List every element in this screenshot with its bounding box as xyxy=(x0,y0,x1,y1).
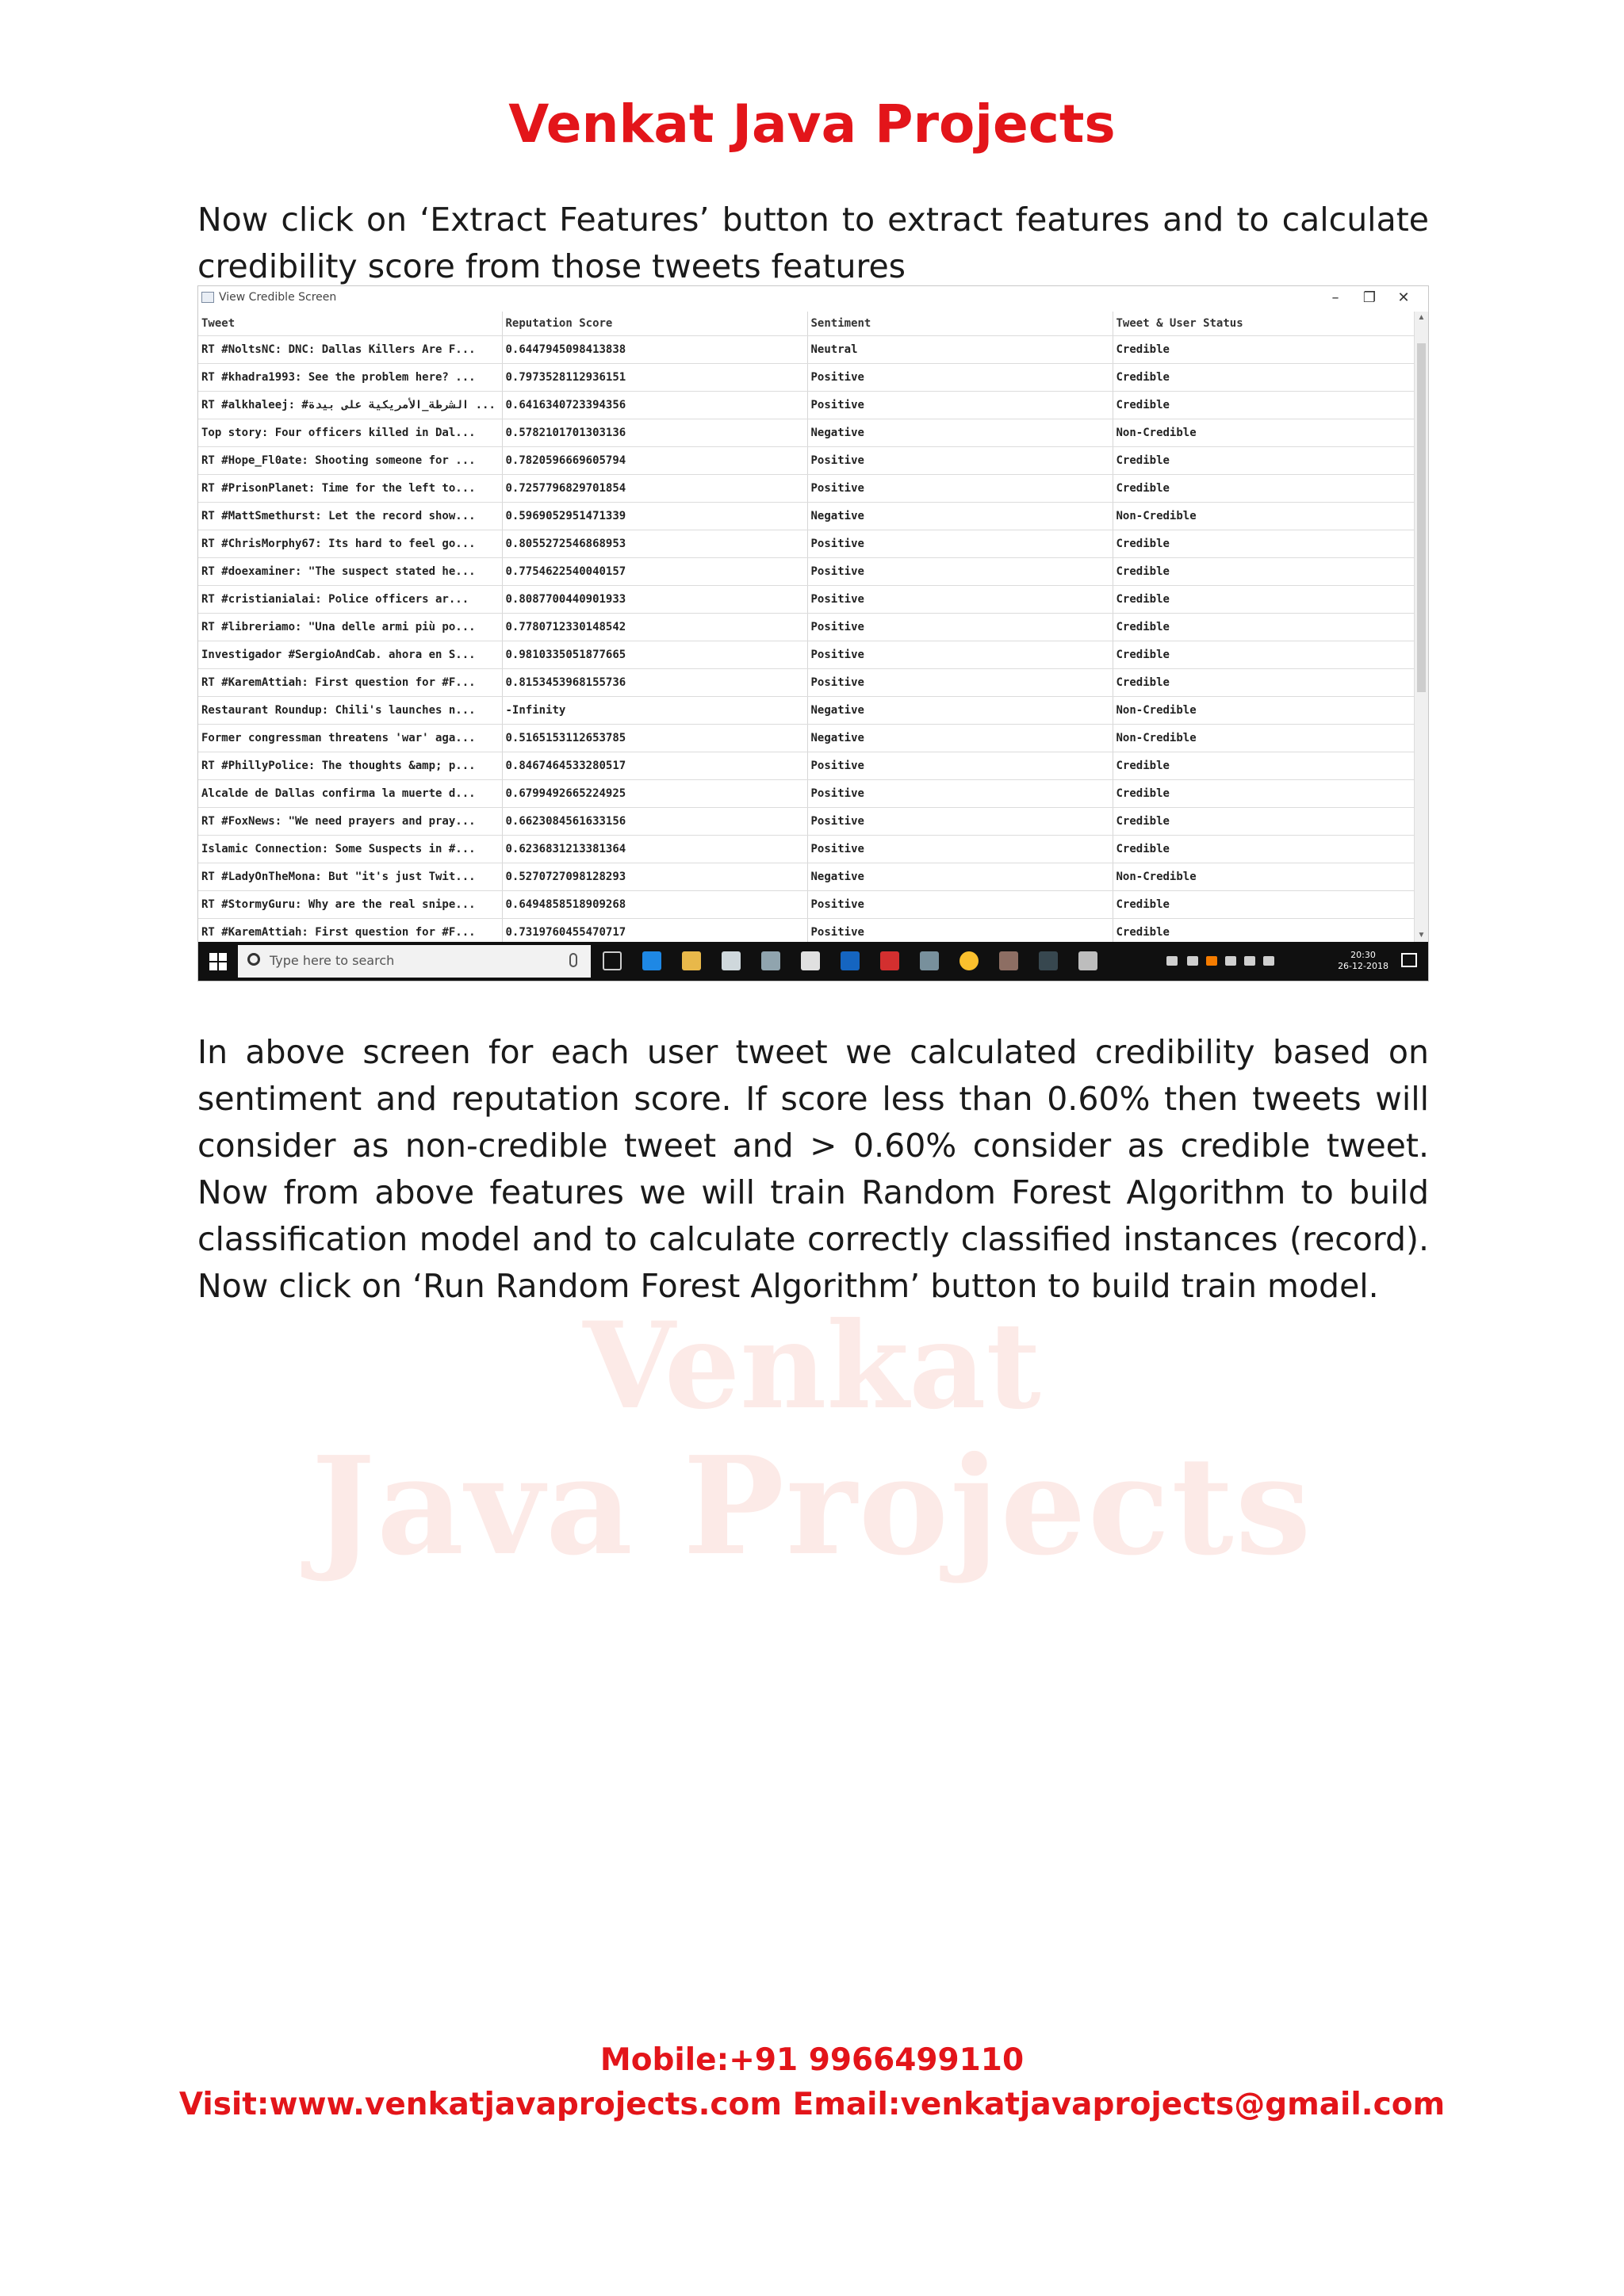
table-row[interactable] xyxy=(198,752,1414,780)
app-icon-12[interactable] xyxy=(1078,951,1097,970)
cell-tweet: Top story: Four officers killed in Dal... xyxy=(198,419,502,447)
explanation-paragraph: In above screen for each user tweet we calculated credibility based on sentiment and reputation score. If score less than 0.60% then tweets will consider as non-credible tweet and > 0.60% consider as credible tweet. Now from above features we will train Random Forest Algorithm to build classification model and to calculate correctly classified instances (record). Now click on ‘Run Random Forest Algorithm’ button to build train model. xyxy=(197,1033,1429,1305)
cell-reputation-score: 0.6494858518909268 xyxy=(502,891,807,919)
cell-tweet: RT #MattSmethurst: Let the record show... xyxy=(198,503,502,530)
cell-tweet: RT #cristianialai: Police officers ar... xyxy=(198,586,502,614)
credibility-table xyxy=(198,312,1414,942)
cell-status: Non-Credible xyxy=(1113,725,1414,752)
cell-reputation-score: 0.5969052951471339 xyxy=(502,503,807,530)
cell-tweet: RT #FoxNews: "We need prayers and pray... xyxy=(198,808,502,836)
cell-sentiment: Positive xyxy=(807,641,1113,669)
notification-icon[interactable] xyxy=(1401,953,1417,967)
table-row[interactable] xyxy=(198,725,1414,752)
cell-tweet: RT #alkhaleej: #الشرطة_الأمريكية على بيدة ... xyxy=(198,392,502,419)
cell-status: Credible xyxy=(1113,780,1414,808)
table-row[interactable] xyxy=(198,447,1414,475)
watermark-java-projects: Java Projects xyxy=(311,1427,1313,1586)
table-row[interactable] xyxy=(198,419,1414,447)
cell-reputation-score: 0.7973528112936151 xyxy=(502,364,807,392)
chrome-icon[interactable] xyxy=(959,951,979,970)
cell-status: Credible xyxy=(1113,336,1414,364)
page-title: Venkat Java Projects xyxy=(508,94,1116,155)
cell-tweet: Islamic Connection: Some Suspects in #... xyxy=(198,836,502,863)
cell-status: Non-Credible xyxy=(1113,863,1414,891)
table-row[interactable] xyxy=(198,836,1414,863)
column-header-reputation-score[interactable]: Reputation Score xyxy=(502,312,807,336)
people-icon[interactable] xyxy=(1166,956,1178,966)
cell-reputation-score: 0.8055272546868953 xyxy=(502,530,807,558)
cell-reputation-score: 0.7319760455470717 xyxy=(502,919,807,943)
cell-reputation-score: 0.7820596669605794 xyxy=(502,447,807,475)
cell-sentiment: Positive xyxy=(807,364,1113,392)
cell-status: Non-Credible xyxy=(1113,419,1414,447)
cell-reputation-score: 0.9810335051877665 xyxy=(502,641,807,669)
table-row[interactable] xyxy=(198,780,1414,808)
word-icon[interactable] xyxy=(841,951,860,970)
window-titlebar xyxy=(198,286,1428,312)
cell-sentiment: Positive xyxy=(807,447,1113,475)
cell-sentiment: Positive xyxy=(807,919,1113,943)
file-explorer-icon[interactable] xyxy=(682,951,701,970)
taskbar-search-box[interactable] xyxy=(238,945,591,978)
cell-tweet: RT #NoltsNC: DNC: Dallas Killers Are F... xyxy=(198,336,502,364)
cell-status: Credible xyxy=(1113,586,1414,614)
cell-sentiment: Positive xyxy=(807,669,1113,697)
footer-mobile: Mobile:+91 9966499110 xyxy=(599,2042,1025,2078)
table-row[interactable] xyxy=(198,641,1414,669)
cell-status: Credible xyxy=(1113,364,1414,392)
cell-tweet: RT #khadra1993: See the problem here? ... xyxy=(198,364,502,392)
cell-status: Non-Credible xyxy=(1113,697,1414,725)
cell-tweet: RT #KaremAttiah: First question for #F... xyxy=(198,669,502,697)
cell-tweet: RT #PrisonPlanet: Time for the left to... xyxy=(198,475,502,503)
scrollbar-thumb[interactable] xyxy=(1417,343,1426,692)
mail-icon[interactable] xyxy=(761,951,780,970)
cell-reputation-score: 0.6623084561633156 xyxy=(502,808,807,836)
cell-reputation-score: 0.8087700440901933 xyxy=(502,586,807,614)
maximize-button[interactable]: ❐ xyxy=(1362,289,1377,306)
table-row[interactable] xyxy=(198,503,1414,530)
cell-status: Credible xyxy=(1113,447,1414,475)
cell-reputation-score: 0.6416340723394356 xyxy=(502,392,807,419)
scroll-up-icon[interactable]: ▲ xyxy=(1417,313,1426,322)
cell-status: Credible xyxy=(1113,558,1414,586)
table-row[interactable] xyxy=(198,919,1414,943)
store-icon[interactable] xyxy=(722,951,741,970)
window-title: View Credible Screen xyxy=(219,291,337,304)
table-row[interactable] xyxy=(198,891,1414,919)
cell-reputation-score: 0.8153453968155736 xyxy=(502,669,807,697)
cell-sentiment: Positive xyxy=(807,558,1113,586)
cell-sentiment: Neutral xyxy=(807,336,1113,364)
cell-sentiment: Positive xyxy=(807,392,1113,419)
table-row[interactable] xyxy=(198,392,1414,419)
cell-tweet: RT #LadyOnTheMona: But "it's just Twit... xyxy=(198,863,502,891)
terminal-icon[interactable] xyxy=(1039,951,1058,970)
intro-paragraph: Now click on ‘Extract Features’ button to extract features and to calculate credibility score from those tweets features xyxy=(197,201,1429,285)
table-row[interactable] xyxy=(198,530,1414,558)
cell-tweet: RT #Hope_Fl0ate: Shooting someone for ... xyxy=(198,447,502,475)
table-row[interactable] xyxy=(198,669,1414,697)
volume-icon[interactable] xyxy=(1244,956,1255,966)
cell-status: Non-Credible xyxy=(1113,503,1414,530)
cell-status: Credible xyxy=(1113,392,1414,419)
clock-time: 20:30 xyxy=(1350,950,1376,960)
column-header-status[interactable]: Tweet & User Status xyxy=(1113,312,1414,336)
table-row[interactable] xyxy=(198,863,1414,891)
cell-status: Credible xyxy=(1113,891,1414,919)
cell-status: Credible xyxy=(1113,641,1414,669)
cell-sentiment: Negative xyxy=(807,863,1113,891)
table-header-row xyxy=(198,312,1414,336)
cell-reputation-score: 0.7780712330148542 xyxy=(502,614,807,641)
cell-tweet: RT #doexaminer: "The suspect stated he... xyxy=(198,558,502,586)
cell-tweet: RT #PhillyPolice: The thoughts &amp; p... xyxy=(198,752,502,780)
app-window-icon xyxy=(201,292,214,303)
windows-taskbar xyxy=(198,942,1428,981)
cell-tweet: Restaurant Roundup: Chili's launches n... xyxy=(198,697,502,725)
cell-reputation-score: 0.6799492665224925 xyxy=(502,780,807,808)
cell-reputation-score: 0.5782101701303136 xyxy=(502,419,807,447)
table-row[interactable] xyxy=(198,364,1414,392)
cell-reputation-score: 0.6236831213381364 xyxy=(502,836,807,863)
cell-tweet: Alcalde de Dallas confirma la muerte d... xyxy=(198,780,502,808)
cell-status: Credible xyxy=(1113,669,1414,697)
battery-icon[interactable] xyxy=(1263,956,1274,966)
credibility-table-area xyxy=(198,312,1414,942)
cell-tweet: RT #StormyGuru: Why are the real snipe... xyxy=(198,891,502,919)
cell-sentiment: Positive xyxy=(807,752,1113,780)
cell-reputation-score: 0.5165153112653785 xyxy=(502,725,807,752)
watermark-venkat: Venkat xyxy=(583,1296,1041,1436)
cell-sentiment: Positive xyxy=(807,808,1113,836)
table-row[interactable] xyxy=(198,336,1414,364)
cell-sentiment: Positive xyxy=(807,530,1113,558)
table-row[interactable] xyxy=(198,614,1414,641)
table-row[interactable] xyxy=(198,558,1414,586)
task-view-icon[interactable] xyxy=(603,951,622,970)
system-tray xyxy=(1166,948,1388,974)
cell-status: Credible xyxy=(1113,475,1414,503)
cell-status: Credible xyxy=(1113,614,1414,641)
chevron-up-icon[interactable] xyxy=(1187,956,1198,966)
edge-browser-icon[interactable] xyxy=(642,951,661,970)
cell-sentiment: Positive xyxy=(807,891,1113,919)
app-icon-5[interactable] xyxy=(801,951,820,970)
table-row[interactable] xyxy=(198,586,1414,614)
cell-reputation-score: 0.8467464533280517 xyxy=(502,752,807,780)
cell-reputation-score: 0.7754622540040157 xyxy=(502,558,807,586)
cell-sentiment: Negative xyxy=(807,697,1113,725)
cell-tweet: RT #libreriamo: "Una delle armi più po... xyxy=(198,614,502,641)
cell-status: Credible xyxy=(1113,808,1414,836)
cell-status: Credible xyxy=(1113,752,1414,780)
cell-tweet: Investigador #SergioAndCab. ahora en S... xyxy=(198,641,502,669)
table-row[interactable] xyxy=(198,808,1414,836)
footer-visit-email[interactable]: Visit:www.venkatjavaprojects.com Email:venkatjavaprojects@gmail.com xyxy=(178,2087,1446,2122)
cell-sentiment: Negative xyxy=(807,503,1113,530)
cell-status: Credible xyxy=(1113,836,1414,863)
table-body xyxy=(198,336,1414,943)
table-row[interactable] xyxy=(198,475,1414,503)
cell-reputation-score: 0.6447945098413838 xyxy=(502,336,807,364)
acrobat-icon[interactable] xyxy=(880,951,899,970)
vertical-scrollbar[interactable] xyxy=(1414,312,1428,942)
cell-tweet: RT #ChrisMorphy67: Its hard to feel go... xyxy=(198,530,502,558)
cell-sentiment: Positive xyxy=(807,614,1113,641)
tray-app-icon[interactable] xyxy=(1206,956,1217,966)
cell-sentiment: Positive xyxy=(807,475,1113,503)
table-row[interactable] xyxy=(198,697,1414,725)
taskbar-clock[interactable] xyxy=(1338,950,1388,972)
cell-sentiment: Positive xyxy=(807,780,1113,808)
cell-sentiment: Positive xyxy=(807,586,1113,614)
cell-reputation-score: -Infinity xyxy=(502,697,807,725)
column-header-sentiment[interactable]: Sentiment xyxy=(807,312,1113,336)
search-icon xyxy=(247,953,260,966)
cell-tweet: RT #KaremAttiah: First question for #F... xyxy=(198,919,502,943)
clock-date: 26-12-2018 xyxy=(1338,961,1388,971)
network-icon[interactable] xyxy=(1225,956,1236,966)
cell-sentiment: Positive xyxy=(807,836,1113,863)
column-header-tweet[interactable]: Tweet xyxy=(198,312,502,336)
cell-reputation-score: 0.7257796829701854 xyxy=(502,475,807,503)
app-icon-8[interactable] xyxy=(920,951,939,970)
cell-status: Credible xyxy=(1113,530,1414,558)
embedded-screenshot xyxy=(197,285,1429,982)
cell-sentiment: Negative xyxy=(807,725,1113,752)
search-placeholder: Type here to search xyxy=(270,953,395,968)
windows-start-icon[interactable] xyxy=(209,953,227,970)
microphone-icon[interactable] xyxy=(569,953,577,967)
app-icon-10[interactable] xyxy=(999,951,1018,970)
minimize-button[interactable]: – xyxy=(1331,289,1339,306)
cell-tweet: Former congressman threatens 'war' aga... xyxy=(198,725,502,752)
scroll-down-icon[interactable]: ▼ xyxy=(1417,931,1426,939)
close-button[interactable]: ✕ xyxy=(1397,289,1410,306)
cell-status: Credible xyxy=(1113,919,1414,943)
cell-sentiment: Negative xyxy=(807,419,1113,447)
cell-reputation-score: 0.5270727098128293 xyxy=(502,863,807,891)
